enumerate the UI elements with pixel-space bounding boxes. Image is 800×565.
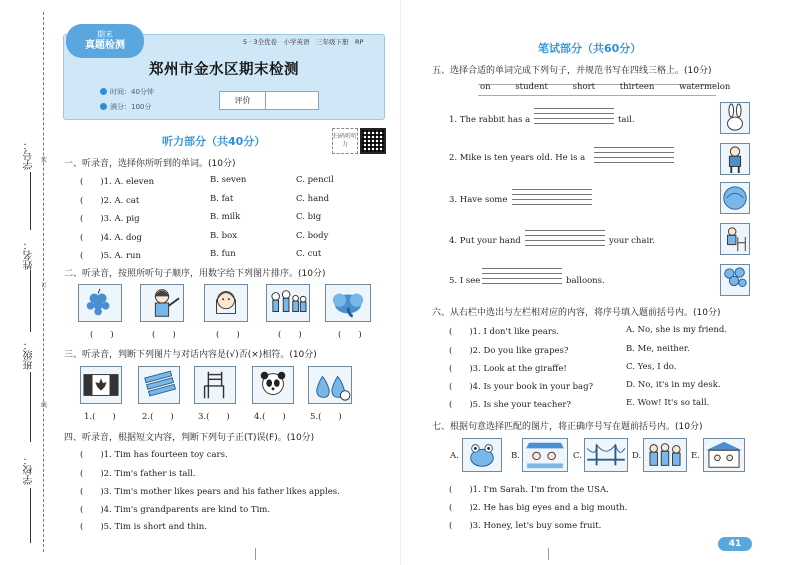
q7-item-3: ( )3. Honey, let's buy some fruit.: [449, 521, 602, 531]
q6-left-2: ( )2. Do you like grapes?: [449, 346, 569, 356]
q5-item-5-after: balloons.: [566, 276, 605, 286]
q1-row-1-c: C. pencil: [296, 175, 334, 185]
market-picture: [703, 438, 745, 472]
q5-item-4-text: 4. Put your hand: [449, 236, 521, 246]
q3-answer-2[interactable]: 2.( ): [142, 412, 174, 422]
q1-row-4-b: B. box: [210, 231, 238, 241]
q7-option-a-label: A.: [450, 451, 459, 461]
q6-right-e: E. Wow! It's so tall.: [626, 398, 710, 408]
golden-gate-picture: [584, 438, 628, 472]
word-bank-word-1: on: [480, 82, 491, 92]
paper-roll-picture: [138, 366, 180, 404]
q1-row-1: ( )1. A. eleven: [80, 177, 155, 187]
q4-item-2: ( )2. Tim's father is tall.: [80, 469, 196, 479]
qr-caption: 扫码听听力: [332, 128, 358, 154]
q3-answer-3[interactable]: 3.( ): [198, 412, 230, 422]
q7-option-b-label: B.: [511, 451, 520, 461]
page-divider: [400, 0, 401, 565]
q6-left-5: ( )5. Is she your teacher?: [449, 400, 571, 410]
q6-left-4: ( )4. Is your book in your bag?: [449, 382, 594, 392]
exam-title: 郑州市金水区期末检测: [149, 62, 299, 78]
q5-item-1-text: 1. The rabbit has a: [449, 115, 531, 125]
q6-left-3: ( )3. Look at the giraffe!: [449, 364, 567, 374]
clock-icon: [100, 88, 107, 95]
evaluation-field[interactable]: [266, 92, 318, 109]
q1-row-5: ( )5. A. run: [80, 251, 141, 261]
exam-badge: [66, 24, 144, 58]
watermelon-picture: [720, 182, 750, 214]
badge-line2: 真题检测: [85, 40, 125, 51]
chair-picture: [194, 366, 236, 404]
q2-answer-1[interactable]: ( ): [90, 330, 114, 340]
q6-left-1: ( )1. I don't like pears.: [449, 327, 559, 337]
qr-code-icon[interactable]: [360, 128, 386, 154]
school-line: [30, 488, 31, 543]
q1-row-2: ( )2. A. cat: [80, 196, 140, 206]
evaluation-box: [219, 91, 319, 110]
q6-right-c: C. Yes, I do.: [626, 362, 677, 372]
q5-item-1-lines[interactable]: [534, 108, 614, 128]
panda-picture: [252, 366, 294, 404]
q5-title: 五、选择合适的单词完成下列句子，并规范书写在四线三格上。(10分): [432, 66, 712, 76]
student-id-label: 学号：: [24, 140, 35, 170]
q2-answer-5[interactable]: ( ): [338, 330, 362, 340]
word-bank-word-4: thirteen: [619, 82, 655, 92]
q5-item-5-text: 5. I see: [449, 276, 481, 286]
word-bank: [480, 82, 752, 98]
score-info: [100, 102, 151, 112]
q1-row-3-c: C. big: [296, 212, 322, 222]
time-info: [100, 87, 154, 97]
q5-item-2-lines[interactable]: [594, 147, 674, 167]
q5-item-5-lines[interactable]: [482, 268, 562, 288]
q1-row-2-b: B. fat: [210, 194, 234, 204]
series-label: 5 · 3全优卷 小学英语 三年级下册 RP: [243, 38, 364, 46]
q3-title: 三、听录音，判断下列图片与对话内容是(√)否(×)相符。(10分): [64, 350, 317, 360]
binding-mark-2: 订: [41, 282, 48, 289]
family-photo-picture: [643, 438, 687, 472]
q5-item-4-lines[interactable]: [525, 230, 605, 250]
q3-answer-4[interactable]: 4.( ): [254, 412, 286, 422]
q3-answer-5[interactable]: 5.( ): [310, 412, 342, 422]
name-label: 姓名：: [24, 240, 35, 270]
writing-heading: 笔试部分（共60分）: [538, 42, 642, 55]
q4-title: 四、听录音，根据短文内容，判断下列句子正(T)误(F)。(10分): [64, 433, 315, 443]
girl-picture: [140, 284, 184, 322]
school-label: 学校：: [24, 455, 35, 485]
q6-title: 六、从右栏中选出与左栏相对应的内容，将序号填入题前括号内。(10分): [432, 308, 721, 318]
listening-heading: 听力部分（共40分）: [162, 135, 266, 148]
q2-title: 二、听录音，按照所听句子顺序，用数字给下列图片排序。(10分): [64, 269, 326, 279]
q6-right-a: A. No, she is my friend.: [626, 325, 727, 335]
page-number: 41: [718, 537, 752, 551]
q1-row-5-c: C. cut: [296, 249, 322, 259]
q1-row-5-b: B. fun: [210, 249, 236, 259]
q5-item-1-after: tail.: [618, 115, 635, 125]
name-line: [30, 270, 31, 332]
time-text: 时间：40分钟: [110, 88, 154, 96]
q2-answer-3[interactable]: ( ): [216, 330, 240, 340]
balloons-picture: [720, 264, 750, 296]
q1-row-3-b: B. milk: [210, 212, 241, 222]
q7-title: 七、根据句意选择匹配的图片，将正确序号写在题前括号内。(10分): [432, 422, 703, 432]
q4-item-4: ( )4. Tim's grandparents are kind to Tim.: [80, 505, 271, 515]
fruit-shop-picture: [522, 438, 568, 472]
q3-answer-1[interactable]: 1.( ): [84, 412, 116, 422]
q1-row-1-b: B. seven: [210, 175, 247, 185]
frog-picture: [462, 438, 502, 472]
q4-item-5: ( )5. Tim is short and thin.: [80, 522, 207, 532]
chair-hand-picture: [720, 223, 750, 255]
score-icon: [100, 103, 107, 110]
word-bank-word-3: short: [572, 82, 596, 92]
q1-row-2-c: C. hand: [296, 194, 330, 204]
grapes-picture: [78, 284, 122, 322]
q4-item-3: ( )3. Tim's mother likes pears and his father likes apples.: [80, 487, 340, 497]
family-picture: [266, 284, 310, 322]
q1-title: 一、听录音，选择你所听到的单词。(10分): [64, 159, 236, 169]
q4-item-1: ( )1. Tim has fourteen toy cars.: [80, 450, 228, 460]
rabbit-picture: [720, 102, 750, 134]
q7-option-d-label: D.: [632, 451, 642, 461]
cut-mark-right: [548, 548, 549, 560]
word-bank-word-2: student: [515, 82, 548, 92]
boy-picture: [720, 143, 750, 175]
q2-answer-4[interactable]: ( ): [278, 330, 302, 340]
q7-option-e-label: E.: [691, 451, 700, 461]
q6-right-d: D. No, it's in my desk.: [626, 380, 721, 390]
q5-item-4-after: your chair.: [609, 236, 656, 246]
q5-item-2-text: 2. Mike is ten years old. He is a: [449, 153, 586, 163]
q7-item-1: ( )1. I'm Sarah. I'm from the USA.: [449, 485, 609, 495]
q1-row-4-c: C. body: [296, 231, 329, 241]
q7-item-2: ( )2. He has big eyes and a big mouth.: [449, 503, 628, 513]
evaluation-label: 评价: [220, 92, 266, 109]
binding-mark-1: 装: [41, 157, 48, 164]
q7-option-c-label: C.: [573, 451, 582, 461]
q2-answer-2[interactable]: ( ): [152, 330, 176, 340]
q5-item-3-lines[interactable]: [512, 189, 592, 209]
q5-item-3-text: 3. Have some: [449, 195, 508, 205]
canada-flag-picture: [80, 366, 122, 404]
word-bank-word-5: watermelon: [679, 82, 731, 92]
q1-row-3: ( )3. A. pig: [80, 214, 140, 224]
q6-right-b: B. Me, neither.: [626, 344, 690, 354]
cut-mark-left: [255, 548, 256, 560]
class-line: [30, 372, 31, 442]
class-label: 班级：: [24, 340, 35, 370]
score-text: 满分：100分: [110, 103, 152, 111]
elephant-picture: [325, 284, 371, 322]
q1-row-4: ( )4. A. dog: [80, 233, 142, 243]
binding-mark-3: 线: [41, 402, 48, 409]
student-id-line: [30, 172, 31, 230]
pears-picture: [308, 366, 352, 404]
badge-line1: 期末: [97, 30, 113, 39]
woman-picture: [204, 284, 248, 322]
